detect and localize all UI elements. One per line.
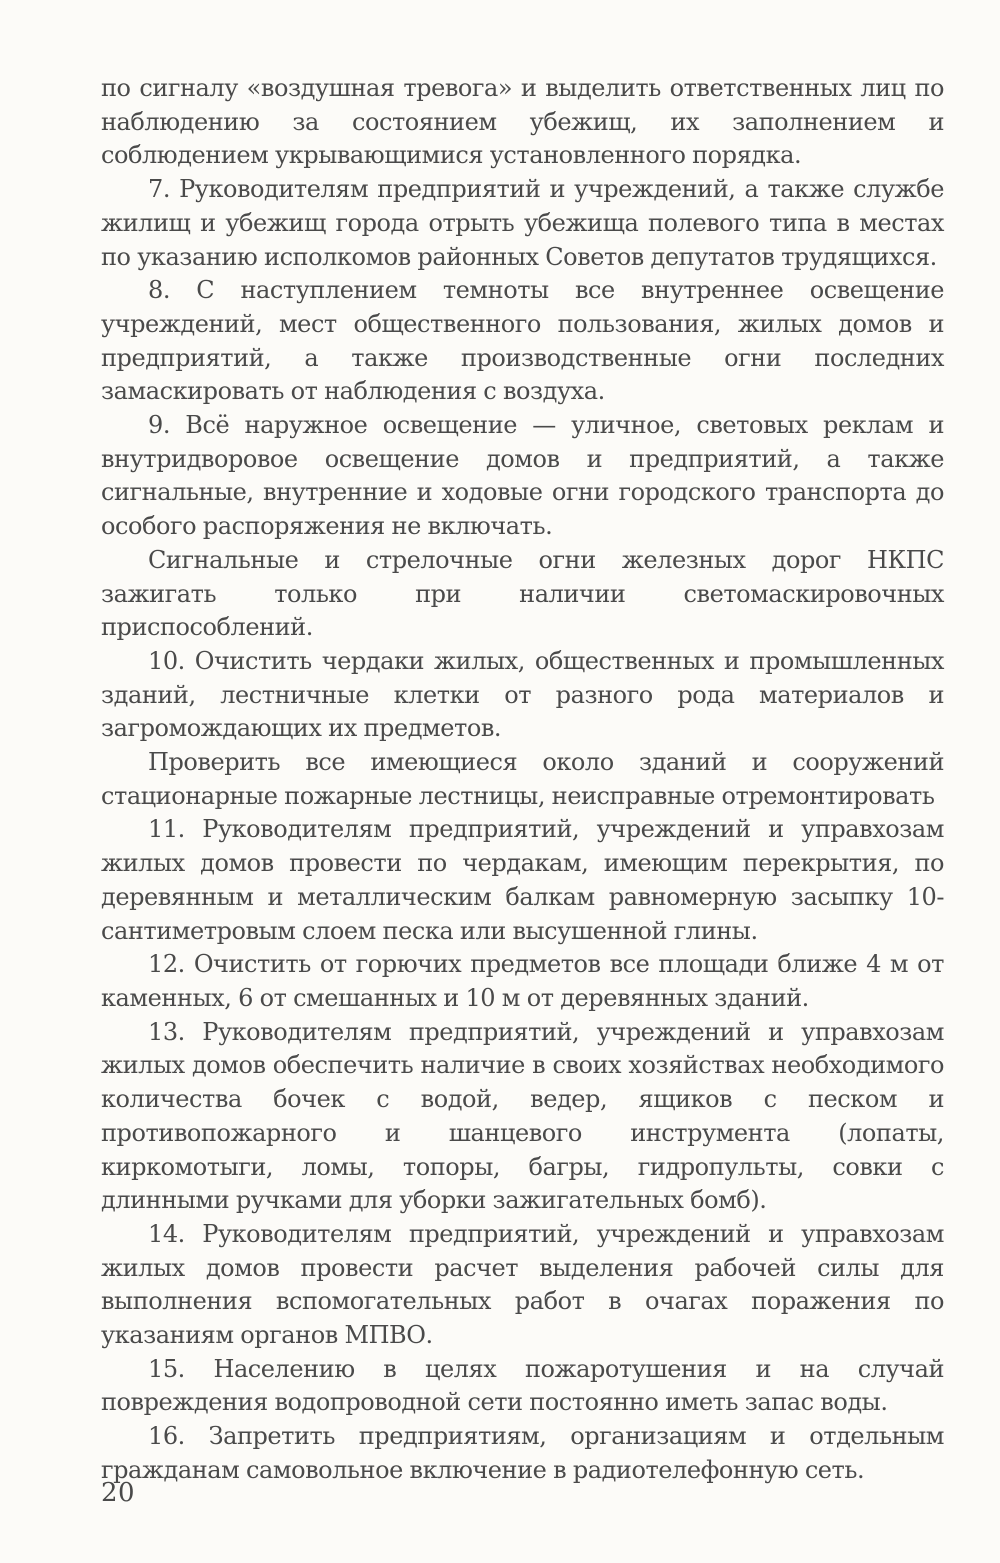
- paragraph-continuation: по сигналу «воздушная тревога» и выделить ответственных лиц по наблюдению за состоянием убежищ, их заполнением и соблюдением укрывающимися установленного порядка.: [101, 74, 944, 170]
- paragraph-fire-ladders: Проверить все имеющиеся около зданий и сооружений стационарные пожарные лестницы, неисправные отремонтировать: [101, 748, 944, 810]
- page-number: 20: [101, 1478, 136, 1508]
- paragraph-item-10: 10. Очистить чердаки жилых, общественных и промышленных зданий, лестничные клетки от разного рода материалов и загромождающих их предметов.: [101, 646, 944, 743]
- paragraph-item-8: 8. С наступлением темноты все внутреннее освещение учреждений, мест общественного пользования, жилых домов и предприятий, а также производственные огни последних замаскировать от наблюдения с воздуха.: [101, 276, 944, 406]
- body-text: [101, 72, 944, 1488]
- paragraph-item-13: 13. Руководителям предприятий, учреждений и управхозам жилых домов обеспечить наличие в своих хозяйствах необходимого количества бочек с водой, ведер, ящиков с песком и противопожарного и шанцевого инструмента (лопаты, киркомотыги, ломы, топоры, багры, гидропульты, совки с длинными ручками для уборки зажигательных бомб).: [101, 1017, 944, 1215]
- paragraph-signal-lights: Сигнальные и стрелочные огни железных дорог НКПС зажигать только при наличии светомаскировочных приспособлений.: [101, 545, 944, 642]
- paragraph-item-14: 14. Руководителям предприятий, учреждений и управхозам жилых домов провести расчет выделения рабочей силы для выполнения вспомогательных работ в очагах поражения по указаниям органов МПВО.: [101, 1219, 944, 1350]
- paragraph-item-11: 11. Руководителям предприятий, учреждений и управхозам жилых домов провести по чердакам, имеющим перекрытия, по деревянным и металлическим балкам равномерную засыпку 10-сантиметровым слоем песка или высушенной глины.: [101, 815, 944, 945]
- paragraph-item-15: 15. Населению в целях пожаротушения и на случай повреждения водопроводной сети постоянно иметь запас воды.: [101, 1354, 944, 1417]
- paragraph-item-12: 12. Очистить от горючих предметов все площади ближе 4 м от каменных, 6 от смешанных и 10 м от деревянных зданий.: [101, 950, 944, 1012]
- paragraph-item-7: 7. Руководителям предприятий и учреждений, а также службе жилищ и убежищ города отрыть убежища полевого типа в местах по указанию исполкомов районных Советов депутатов трудящихся.: [101, 175, 944, 271]
- paragraph-item-9: 9. Всё наружное освещение — уличное, световых реклам и внутридворовое освещение домов и предприятий, а также сигнальные, внутренние и ходовые огни городского транспорта до особого распоряжения не включать.: [101, 411, 944, 541]
- paragraph-item-16: 16. Запретить предприятиям, организациям и отдельным гражданам самовольное включение в радиотелефонную сеть.: [101, 1422, 944, 1484]
